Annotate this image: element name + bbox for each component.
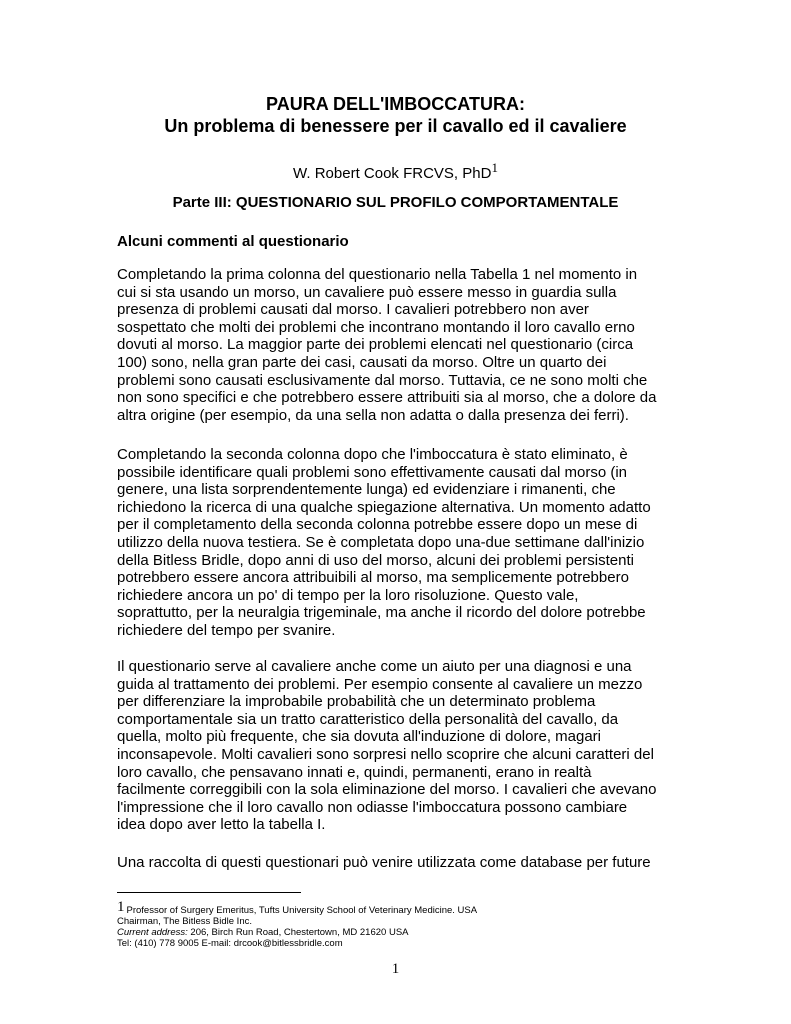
text-line: richiedono la ricerca di una qualche spiegazione alternativa. Un momento adatto xyxy=(117,498,651,516)
footnote-line-1 xyxy=(117,899,717,916)
text-line: guida al trattamento dei problemi. Per esempio consente al cavaliere un mezzo xyxy=(117,675,643,693)
paragraph-1 xyxy=(117,266,697,424)
section-heading: Alcuni commenti al questionario xyxy=(117,233,349,250)
footnote-line-4: Tel: (410) 778 9005 E-mail: drcook@bitlessbridle.com xyxy=(117,938,343,949)
text-line: idea dopo aver letto la tabella I. xyxy=(117,816,326,834)
paragraph-2 xyxy=(117,446,697,640)
document-subtitle: Un problema di benessere per il cavallo ed il cavaliere xyxy=(164,116,627,136)
text-line: comportamentale sia un tratto caratteristico della personalità del cavallo, da xyxy=(117,710,619,728)
footnote-line-2: Chairman, The Bitless Bidle Inc. xyxy=(117,916,252,927)
text-line: non sono specifici e che potrebbero essere attribuiti sia al morso, che a dolore da xyxy=(117,389,657,407)
footnote-affiliation: Professor of Surgery Emeritus, Tufts University School of Veterinary Medicine. USA xyxy=(126,905,478,916)
text-line: sospettato che molti dei problemi che incontrano montando il loro cavallo erno xyxy=(117,318,635,336)
paragraph-3 xyxy=(117,658,697,834)
text-line: possibile identificare quali problemi sono effettivamente causati dal morso (in xyxy=(117,463,627,481)
text-line: dovuti al morso. La maggior parte dei problemi elencati nel questionario (circa xyxy=(117,336,634,354)
author-line xyxy=(0,160,791,182)
page-number: 1 xyxy=(391,961,400,977)
text-line: genere, una lista sorprendentemente lunga) ed evidenziare i rimanenti, che xyxy=(117,481,616,499)
part-heading: Parte III: QUESTIONARIO SUL PROFILO COMPORTAMENTALE xyxy=(172,194,619,211)
text-line: Una raccolta di questi questionari può venire utilizzata come database per future xyxy=(117,854,651,871)
text-line: Completando la seconda colonna dopo che l'imboccatura è stato eliminato, è xyxy=(117,446,628,463)
text-line: 100) sono, nella gran parte dei casi, causati da morso. Oltre un quarto dei xyxy=(117,353,607,371)
text-line: inconsapevole. Molti cavalieri sono sorpresi nello scoprire che alcuni caratteri del xyxy=(117,745,654,763)
text-line: l'impressione che il loro cavallo non odiasse l'imboccatura possono cambiare xyxy=(117,798,628,816)
footnote-address: 206, Birch Run Road, Chestertown, MD 21620 USA xyxy=(187,927,409,938)
text-line: potrebbero essere ancora attribuibili al morso, ma semplicemente potrebbero xyxy=(117,569,629,587)
text-line: richiedere ancora un po' di tempo per la loro risoluzione. Questo vale, xyxy=(117,586,579,604)
text-line: altra origine (per esempio, da una sella non adatta o dalla presenza dei ferri). xyxy=(117,406,629,424)
text-line: presenza di problemi causati dal morso. I cavalieri potrebbero non aver xyxy=(117,301,589,319)
text-line: quella, molto più frequente, che sia dovuta all'induzione di dolore, magari xyxy=(117,728,601,746)
text-line: per differenziare la improbabile probabilità che un determinato problema xyxy=(117,693,596,711)
footnote-separator xyxy=(117,892,301,893)
text-line: problemi sono causati esclusivamente dal morso. Tuttavia, ce ne sono molti che xyxy=(117,371,648,389)
text-line: richiedere del tempo per svanire. xyxy=(117,621,336,639)
footnote-address-label: Current address: xyxy=(117,927,188,938)
paragraph-4 xyxy=(117,854,697,872)
text-line: cui si sta usando un morso, un cavaliere può essere messo in guardia sulla xyxy=(117,283,617,301)
author-name: W. Robert Cook FRCVS, PhD xyxy=(293,165,492,182)
text-line: Completando la prima colonna del questionario nella Tabella 1 nel momento in xyxy=(117,266,638,283)
text-line: loro cavallo, che pensavano innati e, quindi, permanenti, erano in realtà xyxy=(117,763,592,781)
text-line: della Bitless Bridle, dopo anni di uso del morso, alcuni dei problemi persistenti xyxy=(117,551,634,569)
footnote-mark: 1 xyxy=(117,899,125,915)
footnote xyxy=(117,899,717,949)
document-title: PAURA DELL'IMBOCCATURA: xyxy=(266,94,525,114)
text-line: utilizzo della nuova testiera. Se è completata dopo una-due settimane dall'inizio xyxy=(117,533,645,551)
footnote-line-3 xyxy=(117,927,717,938)
text-line: Il questionario serve al cavaliere anche come un aiuto per una diagnosi e una xyxy=(117,658,632,675)
author-footnote-mark: 1 xyxy=(491,160,498,175)
text-line: soprattutto, per la neuralgia trigeminale, ma anche il ricordo del dolore potrebbe xyxy=(117,604,646,622)
text-line: per il completamento della seconda colonna potrebbe essere dopo un mese di xyxy=(117,516,638,534)
text-line: facilmente correggibili con la sola eliminazione del morso. I cavalieri che avevano xyxy=(117,781,657,799)
